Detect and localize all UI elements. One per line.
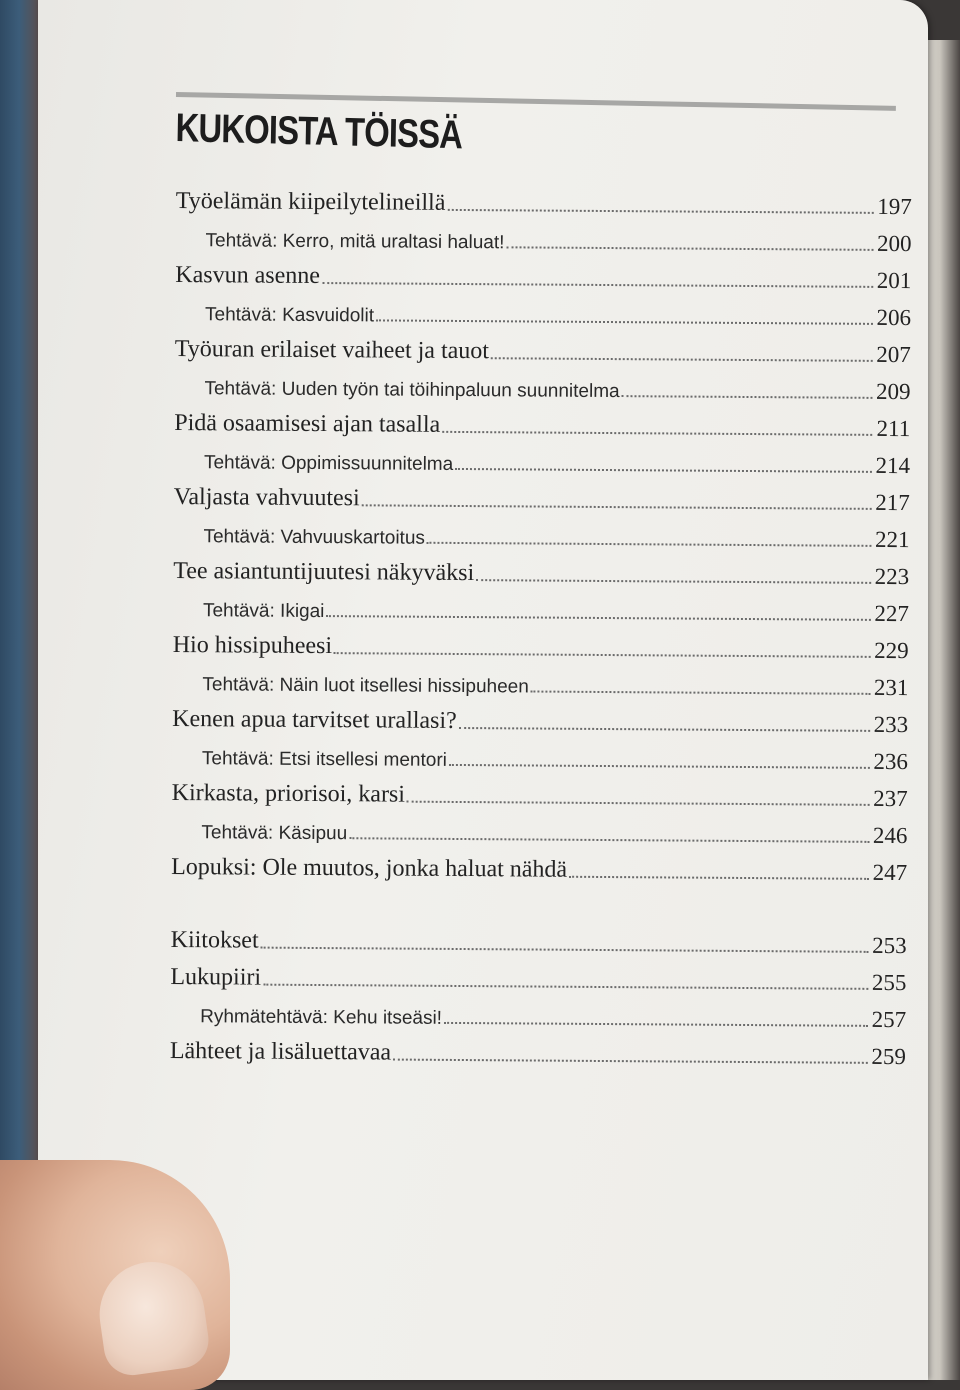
toc-page-number: 200 xyxy=(876,230,912,257)
toc-entry-label: Hio hissipuheesi xyxy=(172,631,333,660)
toc-subentry xyxy=(174,363,910,405)
toc-entry xyxy=(173,548,909,590)
toc-entry xyxy=(176,178,912,220)
toc-subentry xyxy=(173,511,909,553)
toc-entry xyxy=(173,622,909,664)
toc-entry-label: Valjasta vahvuutesi xyxy=(173,483,360,512)
book-page xyxy=(38,0,928,1380)
dot-leader xyxy=(263,983,868,990)
toc-page-number: 246 xyxy=(872,822,908,849)
toc-entry-label: Tehtävä: Näin luot itsellesi hissipuheen xyxy=(202,674,529,698)
dot-leader xyxy=(442,430,872,436)
toc-page-number: 223 xyxy=(874,563,910,590)
dot-leader xyxy=(459,726,870,732)
toc-subentry xyxy=(170,991,906,1033)
toc-entry xyxy=(171,917,907,959)
toc-subentry xyxy=(173,585,909,627)
toc-entry xyxy=(170,954,906,996)
section-gap xyxy=(171,881,907,922)
dot-leader xyxy=(506,245,873,251)
toc-page-number: 209 xyxy=(875,378,911,405)
dot-leader xyxy=(362,503,872,510)
toc-entry-label: Kenen apua tarvitset urallasi? xyxy=(172,705,457,734)
toc-page-number: 255 xyxy=(871,969,907,996)
toc-page-number: 211 xyxy=(876,415,911,442)
toc-page-number: 206 xyxy=(876,304,912,331)
toc-page-number: 197 xyxy=(877,193,912,220)
chapter-title: KUKOISTA TÖISSÄ xyxy=(175,106,463,158)
toc-entry-label: Pidä osaamisesi ajan tasalla xyxy=(174,409,441,438)
toc-page-number: 214 xyxy=(875,452,911,479)
dot-leader xyxy=(393,1058,868,1064)
toc-subentry xyxy=(171,807,907,849)
toc-page-number: 229 xyxy=(874,637,909,664)
toc-subentry xyxy=(172,659,908,701)
toc-entries xyxy=(171,178,912,886)
toc-entry-label: Kiitokset xyxy=(170,926,259,954)
table-of-contents xyxy=(170,178,912,1070)
toc-page-number: 259 xyxy=(871,1043,906,1070)
dot-leader xyxy=(407,800,870,806)
toc-entry-label: Lukupiiri xyxy=(170,963,262,991)
toc-entry xyxy=(172,696,908,738)
dot-leader xyxy=(531,689,871,694)
toc-page-number: 247 xyxy=(872,859,908,886)
toc-entry-label: Työelämän kiipeilytelineillä xyxy=(175,187,446,216)
toc-page-number: 253 xyxy=(872,932,907,959)
toc-entry xyxy=(171,844,907,886)
dot-leader xyxy=(444,1021,868,1027)
toc-page-number: 237 xyxy=(873,785,908,812)
toc-entry-label: Työuran erilaiset vaiheet ja tauot xyxy=(174,335,490,365)
toc-entry xyxy=(174,400,910,442)
dot-leader xyxy=(376,318,873,324)
dot-leader xyxy=(455,467,872,473)
toc-page-number: 201 xyxy=(876,267,912,294)
toc-page-number: 207 xyxy=(876,341,911,368)
toc-entry-label: Ryhmätehtävä: Kehu itseäsi! xyxy=(200,1006,443,1029)
dot-leader xyxy=(427,541,872,547)
dot-leader xyxy=(334,651,871,658)
toc-subentry xyxy=(175,215,911,257)
toc-entry-label: Tehtävä: Kerro, mitä uraltasi haluat! xyxy=(205,230,505,254)
toc-subentry xyxy=(174,437,910,479)
toc-entry-label: Tehtävä: Oppimissuunnitelma xyxy=(203,452,454,475)
dot-leader xyxy=(569,875,869,880)
toc-page-number: 236 xyxy=(873,748,909,775)
toc-entry-label: Tee asiantuntijuutesi näkyväksi xyxy=(173,557,475,587)
dot-leader xyxy=(622,394,873,399)
toc-entry-label: Tehtävä: Vahvuuskartoitus xyxy=(203,526,426,549)
dot-leader xyxy=(491,356,873,362)
toc-page-number: 221 xyxy=(874,526,910,553)
dot-leader xyxy=(322,281,873,288)
toc-entry-label: Tehtävä: Etsi itsellesi mentori xyxy=(201,748,448,771)
toc-subentry xyxy=(175,289,911,331)
toc-entry-label: Tehtävä: Uuden työn tai töihinpaluun suunnitelma xyxy=(204,378,620,403)
dot-leader xyxy=(449,763,870,769)
toc-entry xyxy=(172,770,908,812)
toc-entry-label: Lopuksi: Ole muutos, jonka haluat nähdä xyxy=(171,853,568,883)
toc-entry xyxy=(174,474,910,516)
toc-entry-label: Tehtävä: Ikigai xyxy=(202,600,325,623)
dot-leader xyxy=(261,946,869,953)
toc-entry xyxy=(170,1028,906,1070)
dot-leader xyxy=(447,208,873,214)
toc-entry xyxy=(175,326,911,368)
dot-leader xyxy=(476,578,871,584)
toc-entry-label: Tehtävä: Kasvuidolit xyxy=(204,304,375,327)
toc-entry-label: Tehtävä: Käsipuu xyxy=(201,822,348,845)
toc-entry-label: Kasvun asenne xyxy=(175,261,321,290)
toc-page-number: 231 xyxy=(873,674,909,701)
toc-entry-label: Lähteet ja lisäluettavaa xyxy=(169,1037,392,1066)
toc-page-number: 257 xyxy=(871,1006,907,1033)
toc-page-number: 233 xyxy=(873,711,909,738)
toc-page-number: 217 xyxy=(875,489,910,516)
toc-entry xyxy=(175,252,911,294)
toc-page-number: 227 xyxy=(874,600,910,627)
toc-back-matter xyxy=(170,917,907,1070)
dot-leader xyxy=(349,836,869,843)
toc-subentry xyxy=(172,733,908,775)
toc-entry-label: Kirkasta, priorisoi, karsi xyxy=(171,779,406,808)
dot-leader xyxy=(326,614,871,621)
